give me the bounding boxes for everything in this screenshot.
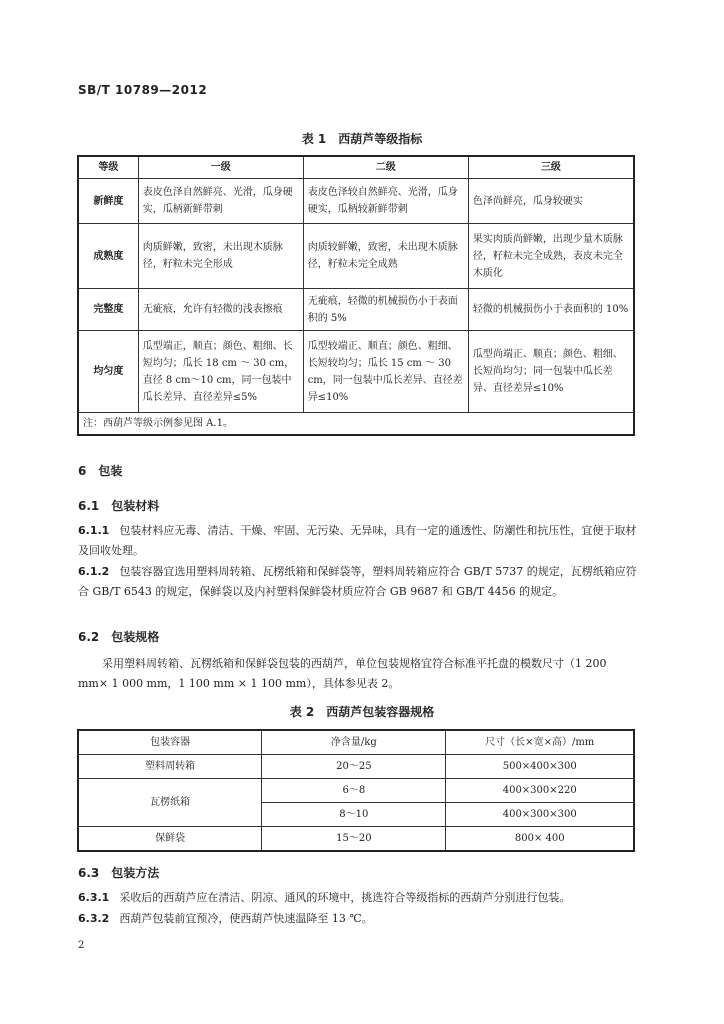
- table-cell: 塑料周转箱: [78, 755, 262, 779]
- section-6-2-heading: 6.2 包装规格: [78, 630, 160, 644]
- clause-number: 6.1.1: [78, 524, 110, 537]
- table-cell: 果实肉质尚鲜嫩，出现少量木质脉径，籽粒未完全成熟，表皮未完全木质化: [468, 224, 634, 289]
- table-cell: 8～10: [262, 803, 446, 827]
- clause-text: 包装容器宜选用塑料周转箱、瓦楞纸箱和保鲜袋等，塑料周转箱应符合 GB/T 5737 的规定，瓦楞纸箱应符合 GB/T 6543 的规定，保鲜袋以及内衬塑料保鲜袋材质应符合 GB 9687 和 GB/T 4456 的规定。: [78, 565, 637, 598]
- section-6-3-heading: 6.3 包装方法: [78, 866, 160, 880]
- column-header: 包装容器: [78, 730, 262, 755]
- table-row: [78, 224, 634, 289]
- table-row: [78, 755, 634, 779]
- table-cell: 无疵痕，允许有轻微的浅表擦痕: [138, 289, 303, 331]
- standard-number: SB/T 10789—2012: [78, 83, 208, 97]
- clause-text: 西葫芦包装前宜预冷，使西葫芦快速温降至 13 ℃。: [119, 912, 373, 925]
- table-cell: 瓜型较端正、顺直；颜色、粗细、长短较均匀；瓜长 15 cm ～ 30 cm，同一包装中瓜长差异、直径差异≤10%: [303, 331, 468, 413]
- table-header-row: [78, 156, 634, 179]
- table-row: [78, 179, 634, 224]
- table-cell: 800× 400: [446, 827, 634, 852]
- table-cell: 轻微的机械损伤小于表面积的 10%: [468, 289, 634, 331]
- table-cell: 表皮色泽较自然鲜亮、光滑，瓜身硬实，瓜柄较新鲜带刺: [303, 179, 468, 224]
- table-note-row: [78, 413, 634, 436]
- table2-caption: 表 2 西葫芦包装容器规格: [289, 705, 435, 719]
- table-row: [78, 827, 634, 852]
- column-header: 尺寸（长×宽×高）/mm: [446, 730, 634, 755]
- table-cell: 500×400×300: [446, 755, 634, 779]
- table-cell: 肉质较鲜嫩，致密，未出现木质脉径，籽粒未完全成熟: [303, 224, 468, 289]
- column-header: 一级: [138, 156, 303, 179]
- clause-6-2-text: 采用塑料周转箱、瓦楞纸箱和保鲜袋包装的西葫芦，单位包装规格宜符合标准平托盘的模数尺寸（1 200 mm× 1 000 mm，1 100 mm × 1 100 mm），具体参见表 2。: [78, 657, 607, 690]
- row-label: 新鲜度: [78, 179, 138, 224]
- table-cell: 15～20: [262, 827, 446, 852]
- table-cell: 400×300×220: [446, 779, 634, 803]
- row-label: 均匀度: [78, 331, 138, 413]
- column-header: 净含量/kg: [262, 730, 446, 755]
- clause-number: 6.3.1: [78, 891, 110, 904]
- table-cell: 瓜型端正，顺直；颜色、粗细、长短均匀；瓜长 18 cm ～ 30 cm，直径 8 cm～10 cm，同一包装中瓜长差异、直径差异≤5%: [138, 331, 303, 413]
- table-cell: 400×300×300: [446, 803, 634, 827]
- table-header-row: [78, 730, 634, 755]
- row-label: 成熟度: [78, 224, 138, 289]
- clause-6-1-1: [78, 521, 638, 561]
- table-cell: 瓜型尚端正、顺直；颜色、粗细、长短尚均匀；同一包装中瓜长差异、直径差异≤10%: [468, 331, 634, 413]
- table-cell: 肉质鲜嫩，致密，未出现木质脉径，籽粒未完全形成: [138, 224, 303, 289]
- page-number: 2: [78, 940, 85, 951]
- column-header: 二级: [303, 156, 468, 179]
- column-header: 三级: [468, 156, 634, 179]
- table-cell: 瓦楞纸箱: [78, 779, 262, 827]
- clause-text: 包装材料应无毒、清洁、干燥、牢固、无污染、无异味，具有一定的通透性、防潮性和抗压性，宜便于取材及回收处理。: [78, 524, 637, 557]
- grade-table: [77, 155, 635, 436]
- table-row: [78, 289, 634, 331]
- table-cell: 20～25: [262, 755, 446, 779]
- table-row: [78, 779, 634, 803]
- clause-text: 采收后的西葫芦应在清洁、阴凉、通风的环境中，挑选符合等级指标的西葫芦分别进行包装。: [119, 891, 571, 904]
- clause-6-3-2: [78, 909, 638, 929]
- clause-6-3-1: [78, 888, 638, 908]
- table-note: 注：西葫芦等级示例参见图 A.1。: [78, 413, 634, 436]
- clause-number: 6.1.2: [78, 565, 110, 578]
- clause-6-1-2: [78, 562, 638, 602]
- package-table: [77, 729, 635, 852]
- table-cell: 色泽尚鲜亮，瓜身较硬实: [468, 179, 634, 224]
- table-cell: 保鲜袋: [78, 827, 262, 852]
- clause-number: 6.3.2: [78, 912, 110, 925]
- column-header: 等级: [78, 156, 138, 179]
- section-6-1-heading: 6.1 包装材料: [78, 499, 160, 513]
- row-label: 完整度: [78, 289, 138, 331]
- table1-caption: 表 1 西葫芦等级指标: [301, 132, 423, 146]
- table-row: [78, 331, 634, 413]
- table-cell: 表皮色泽自然鲜亮、光滑，瓜身硬实，瓜柄新鲜带刺: [138, 179, 303, 224]
- table-cell: 6～8: [262, 779, 446, 803]
- section-6-heading: 6 包装: [78, 464, 123, 478]
- table-cell: 无疵痕，轻微的机械损伤小于表面积的 5%: [303, 289, 468, 331]
